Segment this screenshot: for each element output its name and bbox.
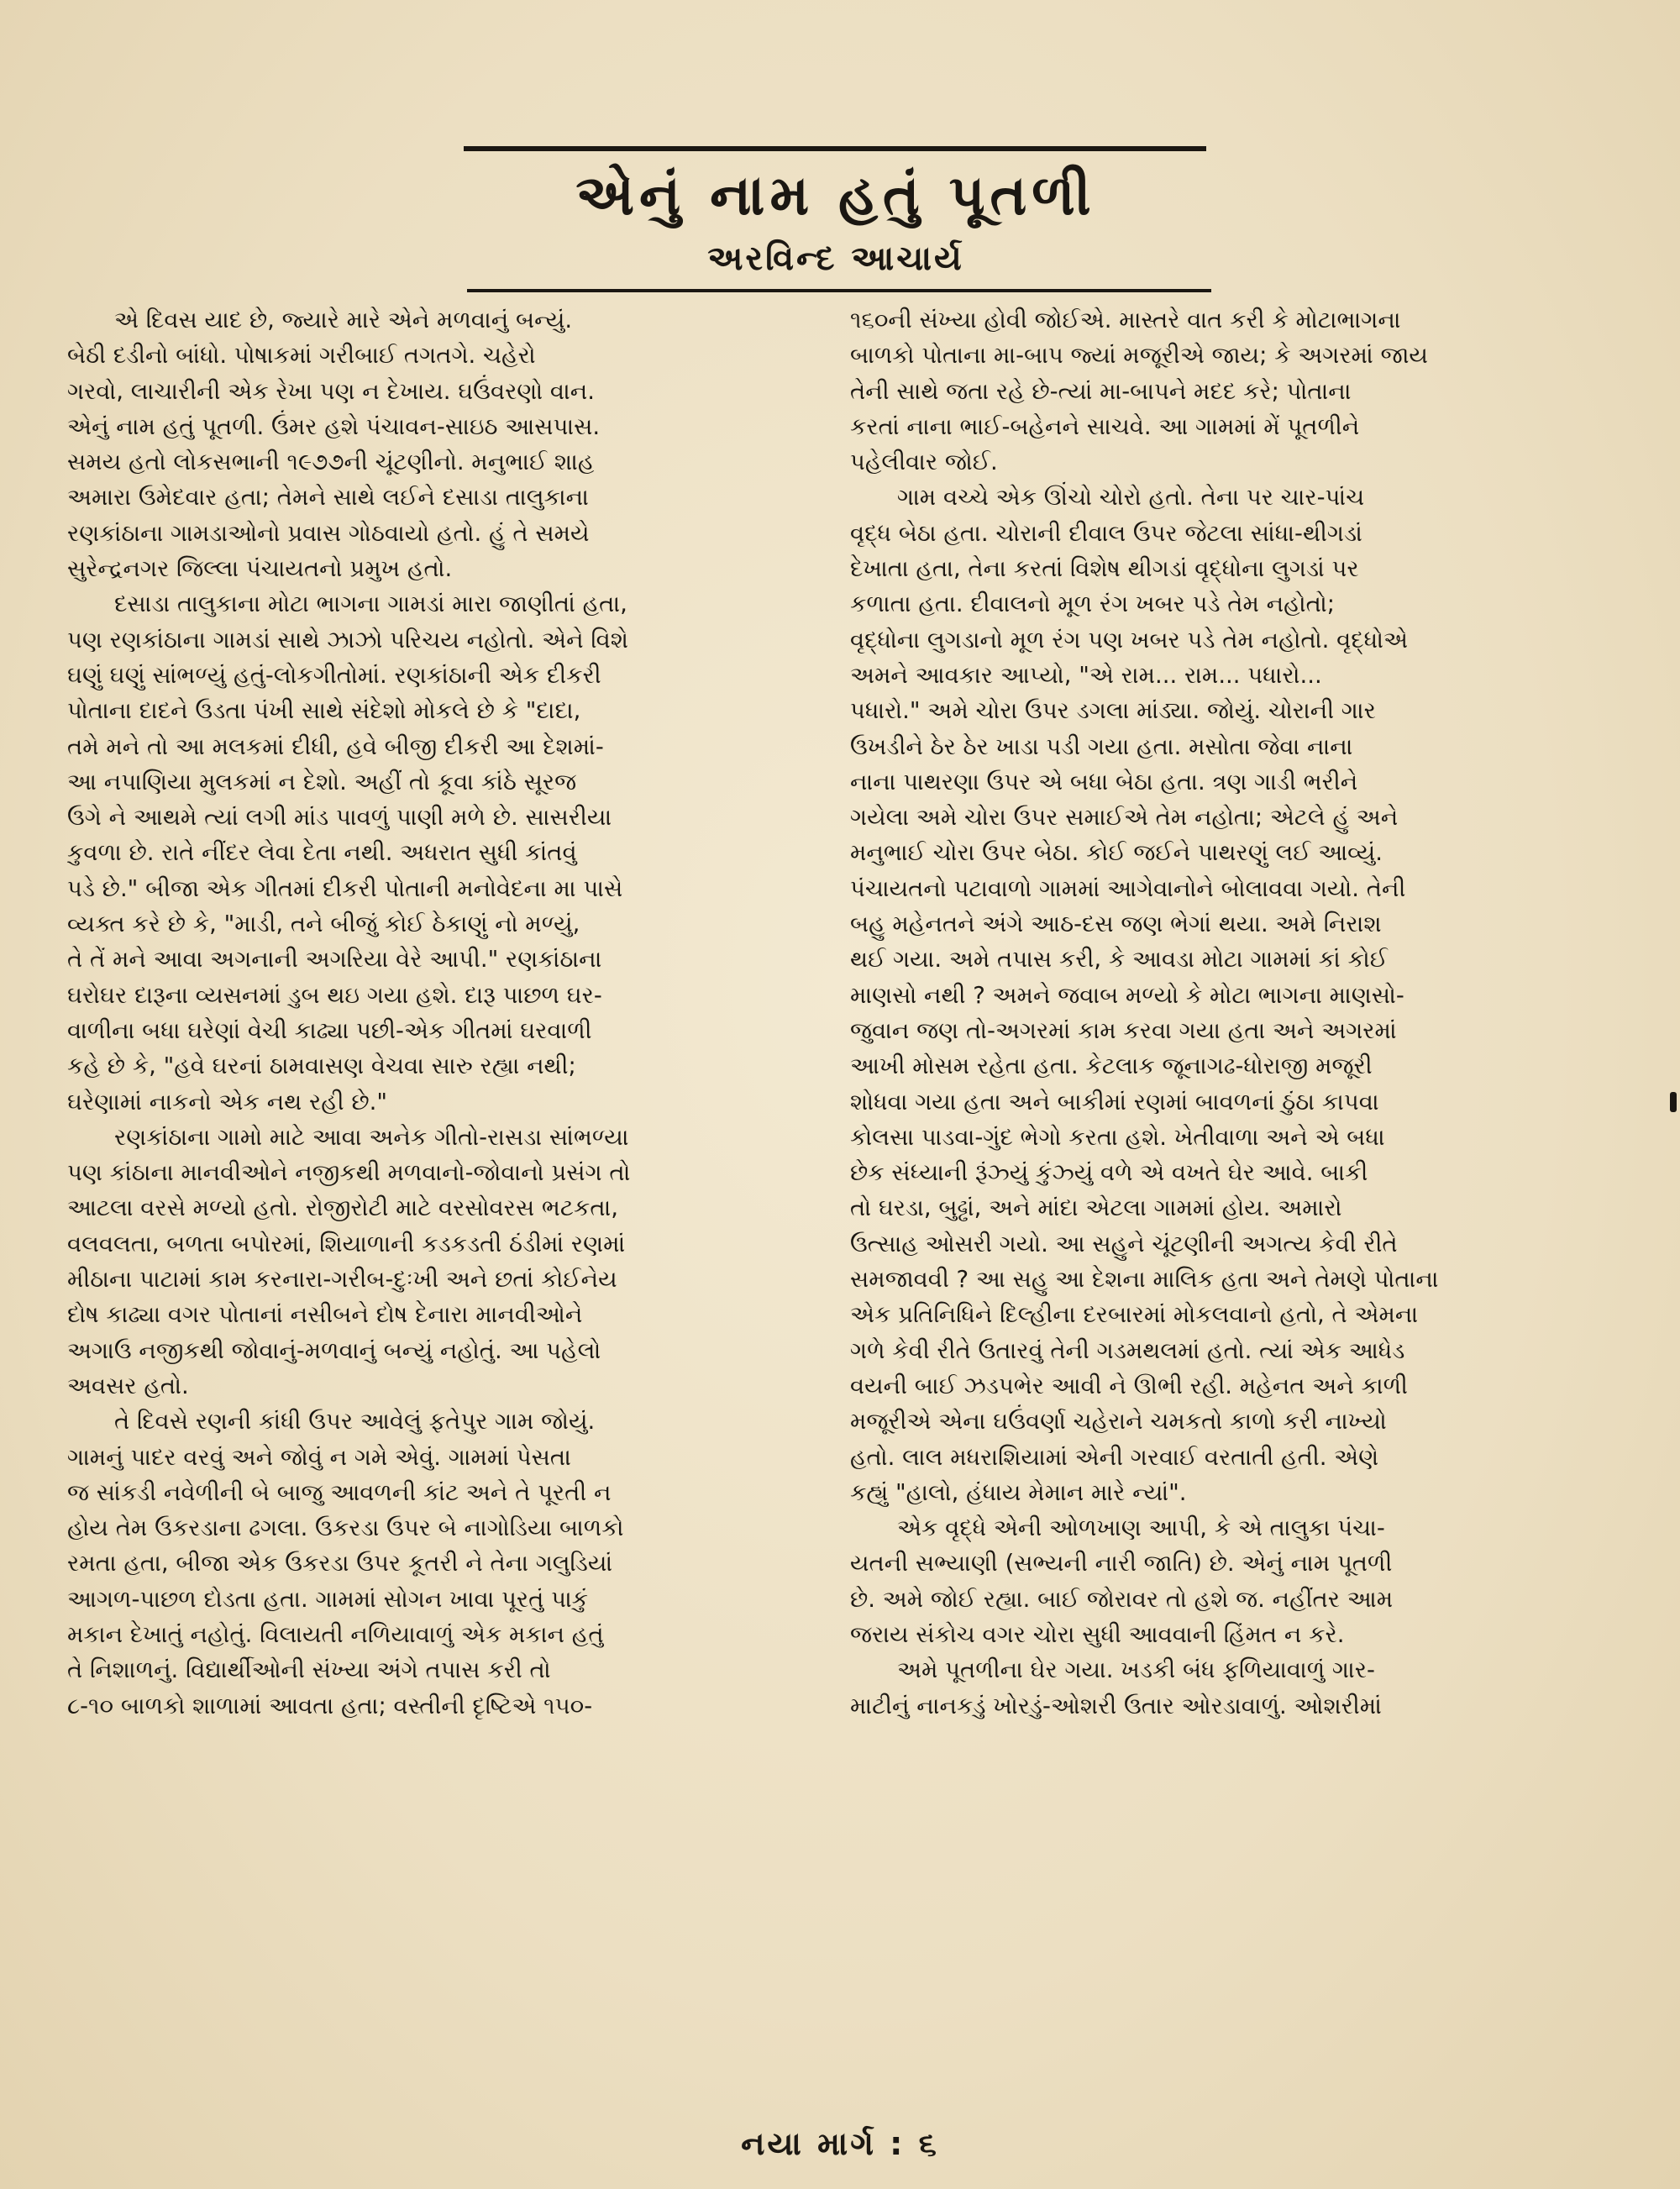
text-line: અમારા ઉમેદવાર હતા; તેમને સાથે લઈને દસાડા તાલુકાના [67, 484, 589, 512]
text-line: પણ રણકાંઠાના ગામડાં સાથે ઝાઝો પરિચય નહોતો. એને વિશે [67, 626, 628, 654]
text-line: હતો. લાલ મધરાશિયામાં એની ગરવાઈ વરતાતી હતી. એણે [850, 1443, 1379, 1471]
text-line: સુરેન્દ્રનગર જિલ્લા પંચાયતનો પ્રમુખ હતો. [67, 555, 453, 583]
page-footer: નયા માર્ગ : ૬ [741, 2125, 939, 2162]
text-line: તે નિશાળનું. વિદ્યાર્થીઓની સંખ્યા અંગે તપાસ કરી તો [67, 1656, 551, 1684]
text-line: પણ કાંઠાના માનવીઓને નજીકથી મળવાનો-જોવાનો પ્રસંગ તો [67, 1159, 631, 1187]
text-line: દોષ કાઢ્યા વગર પોતાનાં નસીબને દોષ દેનારા માનવીઓને [67, 1301, 583, 1329]
text-line: અમે પૂતળીના ઘેર ગયા. ખડકી બંધ ફળિયાવાળું ગાર- [897, 1656, 1375, 1684]
text-line: રણકાંઠાના ગામડાઓનો પ્રવાસ ગોઠવાયો હતો. હું તે સમયે [67, 519, 590, 547]
text-line: અમને આવકાર આપ્યો, "એ રામ... રામ... પધારો... [850, 661, 1322, 689]
text-line: ઘરેણામાં નાકનો એક નથ રહી છે." [67, 1088, 388, 1115]
text-line: યતની સભ્યાણી (સભ્યની નારી જાતિ) છે. એનું નામ પૂતળી [850, 1550, 1393, 1577]
text-line: પોતાના દાદને ઉડતા પંખી સાથે સંદેશો મોકલે છે કે "દાદા, [67, 697, 581, 725]
text-line: કરતાં નાના ભાઈ-બહેનને સાચવે. આ ગામમાં મેં પૂતળીને [850, 412, 1360, 440]
text-line: ઘરોઘર દારૂના વ્યસનમાં ડુબ થઇ ગયા હશે. દારૂ પાછળ ઘર- [67, 981, 602, 1009]
edge-mark [1670, 1092, 1677, 1112]
text-line: પહેલીવાર જોઈ. [850, 449, 998, 476]
text-line: વ્યક્ત કરે છે કે, "માડી, તને બીજું કોઈ ઠેકાણું નો મળ્યું, [67, 911, 580, 938]
text-line: રણકાંઠાના ગામો માટે આવા અનેક ગીતો-રાસડા સાંભળ્યા [114, 1123, 629, 1151]
text-line: ઉગે ને આથમે ત્યાં લગી માંડ પાવળું પાણી મળે છે. સાસરીયા [67, 804, 612, 832]
text-line: પધારો." અમે ચોરા ઉપર ડગલા માંડ્યા. જોયું. ચોરાની ગાર [850, 697, 1376, 725]
text-line: મકાન દેખાતું નહોતું. વિલાયતી નળિયાવાળું એક મકાન હતું [67, 1620, 604, 1648]
text-line: આખી મોસમ રહેતા હતા. કેટલાક જૂનાગઢ-ધોરાજી મજૂરી [850, 1053, 1373, 1080]
text-line: છેક સંધ્યાની રૂંઝ્યું કુંઝ્યું વળે એ વખતે ઘેર આવે. બાકી [850, 1159, 1368, 1187]
text-line: અગાઉ નજીકથી જોવાનું-મળવાનું બન્યું નહોતું. આ પહેલો [67, 1336, 601, 1364]
text-line: સમજાવવી ? આ સહુ આ દેશના માલિક હતા અને તેમણે પોતાના [850, 1266, 1439, 1294]
text-line: ગયેલા અમે ચોરા ઉપર સમાઈએ તેમ નહોતા; એટલે હું અને [850, 804, 1399, 832]
text-line: પડે છે." બીજા એક ગીતમાં દીકરી પોતાની મનોવેદના મા પાસે [67, 874, 623, 902]
text-line: કળાતા હતા. દીવાલનો મૂળ રંગ ખબર પડે તેમ નહોતો; [850, 591, 1335, 618]
text-line: નાના પાથરણા ઉપર એ બધા બેઠા હતા. ત્રણ ગાડી ભરીને [850, 768, 1358, 795]
text-line: ઉત્સાહ ઓસરી ગયો. આ સહુને ચૂંટણીની અગત્ય કેવી રીતે [850, 1230, 1398, 1257]
text-line: વૃદ્ધોના લુગડાનો મૂળ રંગ પણ ખબર પડે તેમ નહોતો. વૃદ્ધોએ [850, 626, 1408, 654]
text-line: ગરવો, લાચારીની એક રેખા પણ ન દેખાય. ઘઉંવરણો વાન. [67, 377, 596, 405]
text-line: થઈ ગયા. અમે તપાસ કરી, કે આવડા મોટા ગામમાં કાં કોઈ [850, 946, 1389, 974]
text-line: આ નપાણિયા મુલકમાં ન દેશો. અહીં તો કૂવા કાંઠે સૂરજ [67, 768, 577, 795]
text-line: બાળકો પોતાના મા-બાપ જ્યાં મજૂરીએ જાય; કે અગરમાં જાય [850, 342, 1428, 370]
text-line: આગળ-પાછળ દોડતા હતા. ગામમાં સોગન ખાવા પૂરતું પાકું [67, 1585, 589, 1613]
text-line: પંચાયતનો પટાવાળો ગામમાં આગેવાનોને બોલાવવા ગયો. તેની [850, 874, 1406, 902]
text-line: રમતા હતા, બીજા એક ઉકરડા ઉપર કૂતરી ને તેના ગલુડિયાં [67, 1550, 613, 1577]
text-line: એક વૃદ્ધે એની ઓળખાણ આપી, કે એ તાલુકા પંચા- [897, 1514, 1385, 1542]
text-line: તેની સાથે જતા રહે છે-ત્યાં મા-બાપને મદદ કરે; પોતાના [850, 377, 1352, 405]
text-line: દેખાતા હતા, તેના કરતાં વિશેષ થીગડાં વૃદ્ધોના લુગડાં પર [850, 555, 1359, 583]
text-line: ઉખડીને ઠેર ઠેર ખાડા પડી ગયા હતા. મસોતા જેવા નાના [850, 732, 1353, 760]
text-line: જુવાન જણ તો-અગરમાં કામ કરવા ગયા હતા અને અગરમાં [850, 1016, 1397, 1044]
article-title: એનું નામ હતું પૂતળી [575, 163, 1096, 228]
text-line: તે તેં મને આવા અગનાની અગરિયા વેરે આપી." રણકાંઠાના [67, 946, 602, 974]
text-line: ગામ વચ્ચે એક ઊંચો ચોરો હતો. તેના પર ચાર-પાંચ [897, 484, 1365, 512]
text-line: એક પ્રતિનિધિને દિલ્હીના દરબારમાં મોકલવાનો હતો, તે એમના [850, 1301, 1419, 1329]
text-line: વાળીના બધા ઘરેણાં વેચી કાઢ્યા પછી-એક ગીતમાં ઘરવાળી [67, 1016, 592, 1044]
article-author: અરવિન્દ આચાર્ય [707, 239, 964, 278]
text-line: આટલા વરસે મળ્યો હતો. રોજીરોટી માટે વરસોવરસ ભટકતા, [67, 1194, 619, 1222]
text-line: તમે મને તો આ મલકમાં દીધી, હવે બીજી દીકરી આ દેશમાં- [67, 732, 604, 760]
title-top-rule [464, 146, 1206, 151]
text-line: જરાય સંકોચ વગર ચોરા સુધી આવવાની હિંમત ન કરે. [850, 1620, 1345, 1648]
text-line: વયની બાઈ ઝડપભેર આવી ને ઊભી રહી. મહેનત અને કાળી [850, 1372, 1408, 1399]
text-line: તો ઘરડા, બુઢ્ઢાં, અને માંદા એટલા ગામમાં હોય. અમારો [850, 1194, 1342, 1222]
text-line: બહુ મહેનતને અંગે આઠ-દસ જણ ભેગાં થયા. અમે નિરાશ [850, 911, 1382, 938]
text-line: હોય તેમ ઉકરડાના ઢગલા. ઉકરડા ઉપર બે નાગોડિયા બાળકો [67, 1514, 624, 1542]
text-line: જ સાંકડી નવેળીની બે બાજુ આવળની કાંટ અને તે પૂરતી ન [67, 1478, 612, 1506]
text-line: ૧૬૦ની સંખ્યા હોવી જોઈએ. માસ્તરે વાત કરી કે મોટાભાગના [850, 307, 1401, 333]
text-line: સમય હતો લોકસભાની ૧૯૭૭ની ચૂંટણીનો. મનુભાઈ શાહ [67, 449, 595, 476]
text-line: કહે છે કે, "હવે ઘરનાં ઠામવાસણ વેચવા સારુ રહ્યા નથી; [67, 1053, 576, 1080]
text-line: શોધવા ગયા હતા અને બાકીમાં રણમાં બાવળનાં ઠુંઠા કાપવા [850, 1088, 1379, 1115]
right-text-column [850, 302, 1586, 1724]
text-line: અવસર હતો. [67, 1372, 189, 1399]
text-line: માણસો નથી ? અમને જવાબ મળ્યો કે મોટા ભાગના માણસો- [850, 981, 1404, 1009]
text-line: ગામનું પાદર વરવું અને જોવું ન ગમે એવું. ગામમાં પેસતા [67, 1443, 571, 1471]
text-line: દસાડા તાલુકાના મોટા ભાગના ગામડાં મારા જાણીતાં હતા, [114, 591, 627, 618]
text-line: છે. અમે જોઈ રહ્યા. બાઈ જોરાવર તો હશે જ. નહીંતર આમ [850, 1585, 1394, 1613]
text-line: ૮-૧૦ બાળકો શાળામાં આવતા હતા; વસ્તીની દૃષ્ટિએ ૧૫૦- [67, 1692, 593, 1719]
text-line: વલવલતા, બળતા બપોરમાં, શિયાળાની કડકડતી ઠંડીમાં રણમાં [67, 1230, 626, 1257]
text-line: કહ્યું "હાલો, હંધાય મેમાન મારે ન્યાં". [850, 1478, 1187, 1506]
text-line: બેઠી દડીનો બાંધો. પોષાકમાં ગરીબાઈ તગતગે. ચહેરો [67, 342, 536, 370]
text-line: મજૂરીએ એના ઘઉંવર્ણા ચહેરાને ચમકતો કાળો કરી નાખ્યો [850, 1408, 1387, 1436]
left-text-column [67, 302, 803, 1724]
text-line: ગળે કેવી રીતે ઉતારવું તેની ગડમથલમાં હતો. ત્યાં એક આધેડ [850, 1336, 1405, 1364]
text-line: વૃદ્ધ બેઠા હતા. ચોરાની દીવાલ ઉપર જેટલા સાંધા-થીગડાં [850, 519, 1362, 547]
text-line: મનુભાઈ ચોરા ઉપર બેઠા. કોઈ જઈને પાથરણું લઈ આવ્યું. [850, 839, 1383, 867]
text-line: માટીનું નાનકડું ખોરડું-ઓશરી ઉતાર ઓરડાવાળું. ઓશરીમાં [850, 1692, 1382, 1719]
text-line: એ દિવસ યાદ છે, જ્યારે મારે એને મળવાનું બન્યું. [114, 307, 573, 333]
text-line: મીઠાના પાટામાં કામ કરનારા-ગરીબ-દુઃખી અને છતાં કોઈનેય [67, 1266, 617, 1294]
author-underline [467, 289, 1211, 292]
text-line: કોલસા પાડવા-ગુંદ ભેગો કરતા હશે. ખેતીવાળા અને એ બધા [850, 1123, 1385, 1151]
text-line: એનું નામ હતું પૂતળી. ઉંમર હશે પંચાવન-સાઇઠ આસપાસ. [67, 412, 601, 440]
text-line: કુવળા છે. રાતે નીંદર લેવા દેતા નથી. અધરાત સુધી કાંતવું [67, 839, 577, 867]
text-line: ઘણું ઘણું સાંભળ્યું હતું-લોકગીતોમાં. રણકાંઠાની એક દીકરી [67, 661, 601, 689]
text-line: તે દિવસે રણની કાંધી ઉપર આવેલું ફતેપુર ગામ જોયું. [114, 1408, 596, 1436]
